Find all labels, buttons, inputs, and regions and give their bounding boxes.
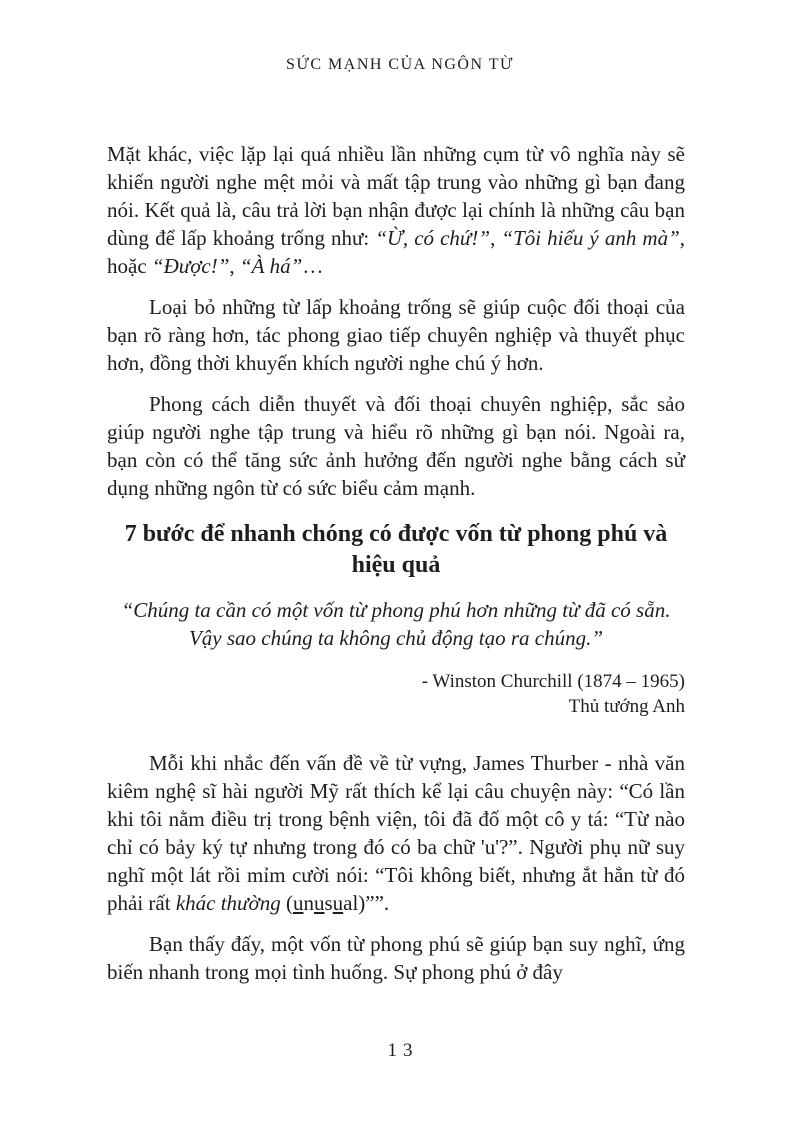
page-number: 13 bbox=[387, 1040, 419, 1061]
text-run: s bbox=[324, 891, 333, 915]
text-run: Loại bỏ những từ lấp khoảng trống sẽ giúp cuộc đối thoại của bạn rõ ràng hơn, tác phong giao tiếp chuyên nghiệp và thuyết phục hơn, đồng thời khuyến khích người nghe chú ý hơn. bbox=[107, 295, 685, 375]
text-run: Phong cách diễn thuyết và đối thoại chuyên nghiệp, sắc sảo giúp người nghe tập trung và hiểu rõ những gì bạn nói. Ngoài ra, bạn còn có thể tăng sức ảnh hưởng đến người nghe bằng cách sử dụng những ngôn từ có sức biểu cảm mạnh. bbox=[107, 392, 685, 500]
text-run: “Được!” bbox=[151, 254, 230, 278]
text-run: “Ừ, có chứ!” bbox=[375, 226, 491, 250]
text-run: Mỗi khi nhắc đến vấn đề về từ vựng, James Thurber - nhà văn kiêm nghệ sĩ hài người Mỹ rất thích kể lại câu chuyện này: “Có lần khi tôi nằm điều trị trong bệnh viện, tôi đã đố một cô y tá: “Từ nào chỉ có bảy ký tự nhưng trong đó có ba chữ 'u'?”. Người phụ nữ suy nghĩ một lát rồi mỉm cười nói: “Tôi không biết, nhưng ắt hẳn từ đó phải rất bbox=[107, 751, 685, 915]
text-run: , hoặc bbox=[107, 226, 686, 278]
text-run: Bạn thấy đấy, một vốn từ phong phú sẽ giúp bạn suy nghĩ, ứng biến nhanh trong mọi tình huống. Sự phong phú ở đây bbox=[107, 932, 685, 984]
section-heading: 7 bước để nhanh chóng có được vốn từ phong phú và hiệu quả bbox=[124, 521, 668, 578]
text-run: … bbox=[302, 254, 324, 278]
body-paragraph bbox=[107, 140, 685, 280]
text-run: ( bbox=[280, 891, 293, 915]
attribution-author: - Winston Churchill (1874 – 1965) bbox=[421, 671, 685, 692]
text-run: n bbox=[303, 891, 314, 915]
text-column bbox=[107, 140, 685, 999]
text-run: “À há” bbox=[239, 254, 303, 278]
text-run: khác thường bbox=[175, 891, 281, 915]
body-paragraph bbox=[107, 390, 685, 502]
body-paragraph bbox=[107, 749, 685, 917]
text-run: u bbox=[292, 891, 304, 915]
text-run: “Tôi hiểu ý anh mà” bbox=[501, 226, 680, 250]
quote-attribution bbox=[107, 669, 685, 719]
text-run: Mặt khác, việc lặp lại quá nhiều lần những cụm từ vô nghĩa này sẽ khiến người nghe mệt mỏi và mất tập trung vào những gì bạn đang nói. Kết quả là, câu trả lời bạn nhận được lại chính là những câu bạn dùng để lấp khoảng trống như: bbox=[107, 142, 685, 250]
epigraph-quote: “Chúng ta cần có một vốn từ phong phú hơn những từ đã có sẵn. Vậy sao chúng ta không chủ động tạo ra chúng.” bbox=[121, 598, 671, 650]
text-run: al)””. bbox=[343, 891, 390, 915]
text-run: , bbox=[490, 226, 502, 250]
text-run: u bbox=[332, 891, 344, 915]
text-run: , bbox=[229, 254, 240, 278]
body-paragraph bbox=[107, 930, 685, 986]
attribution-role: Thủ tướng Anh bbox=[568, 696, 685, 717]
text-run: u bbox=[313, 891, 325, 915]
running-head: SỨC MẠNH CỦA NGÔN TỪ bbox=[286, 56, 514, 73]
body-paragraph bbox=[107, 293, 685, 377]
